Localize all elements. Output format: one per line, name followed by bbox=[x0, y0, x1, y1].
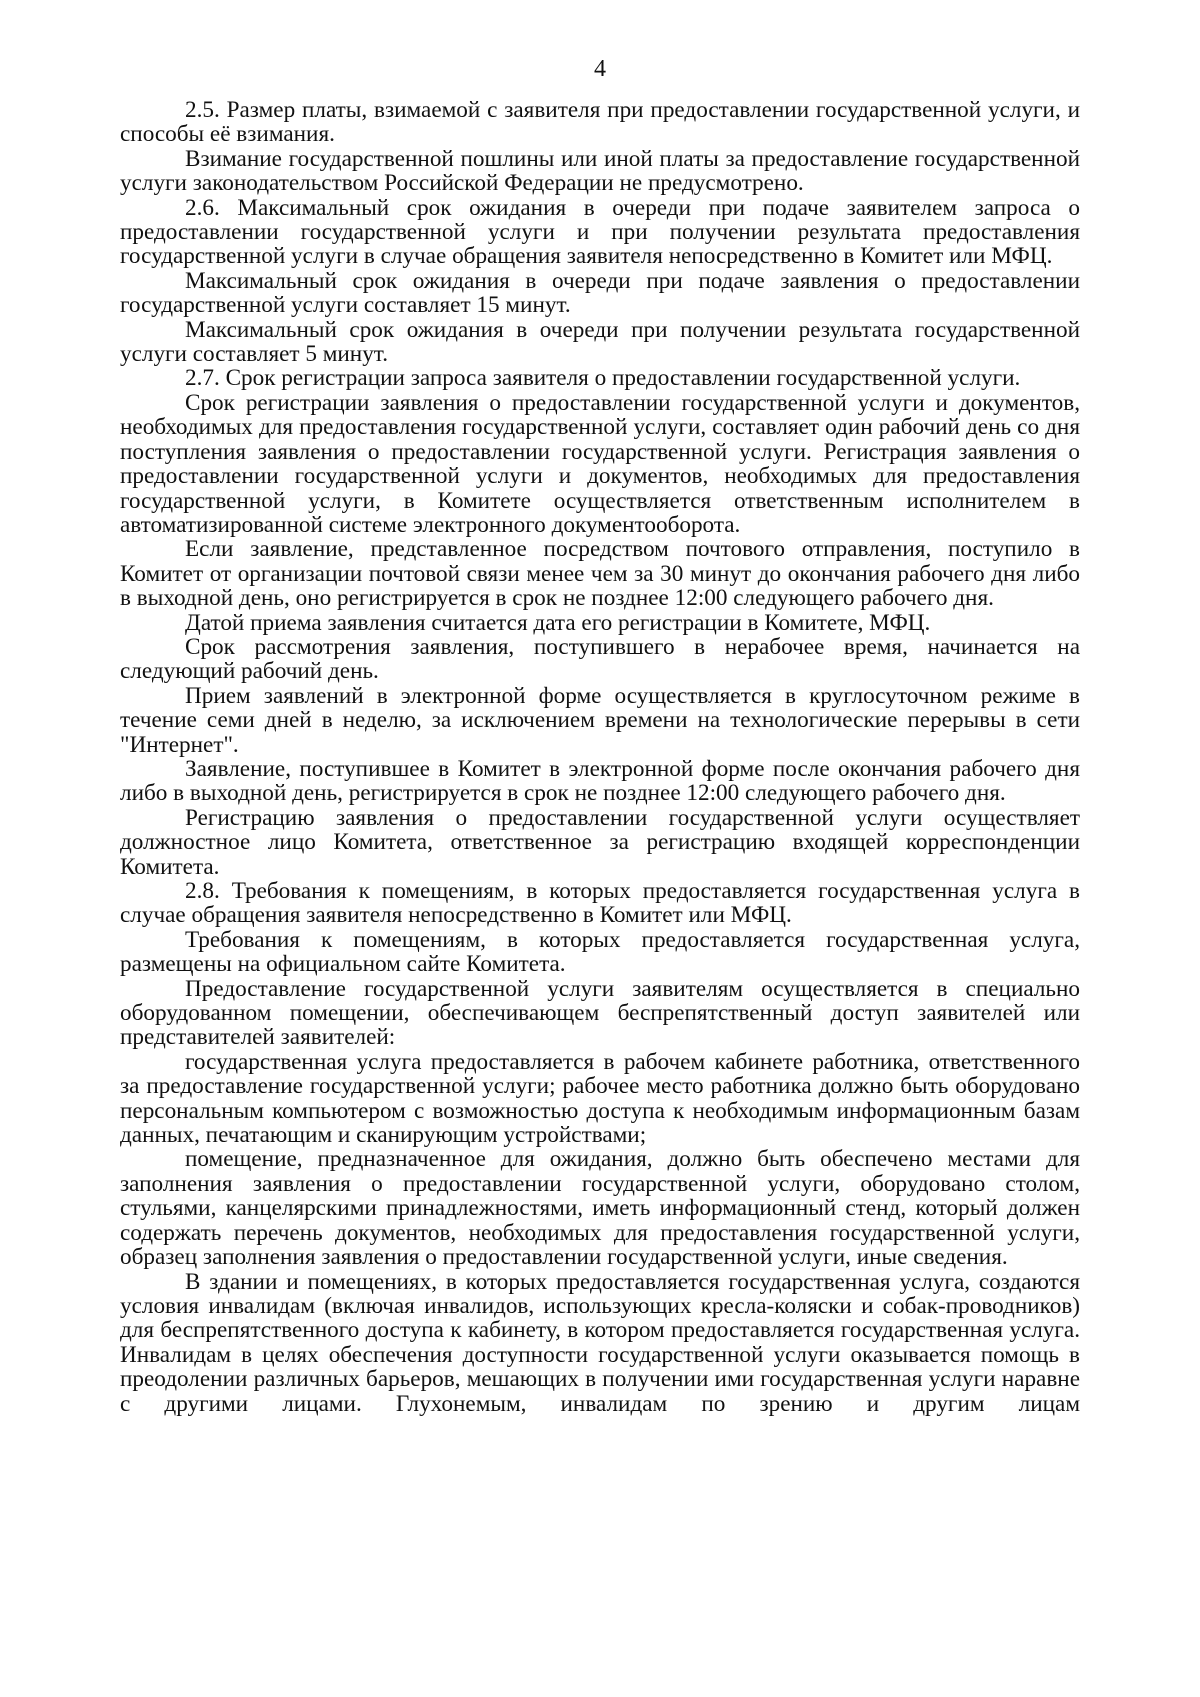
paragraph-registration-term: Срок регистрации заявления о предоставлении государственной услуги и документов, необходимых для предоставления государственной услуги, составляет один рабочий день со дня поступления заявления о предоставлении государственной услуги. Регистрация заявления о предоставлении государственной услуги и документов, необходимых для предоставления государственной услуги, в Комитете осуществляется ответственным исполнителем в автоматизированной системе электронного документооборота. bbox=[120, 389, 1080, 538]
paragraph-2-8-heading: 2.8. Требования к помещениям, в которых предоставляется государственная услуга в случае обращения заявителя непосредственно в Комитет или МФЦ. bbox=[120, 878, 1080, 929]
paragraph-receipt-date: Датой приема заявления считается дата его регистрации в Комитете, МФЦ. bbox=[185, 609, 931, 636]
paragraph-wait-submit: Максимальный срок ожидания в очереди при подаче заявления о предоставлении государственной услуги составляет 15 минут. bbox=[120, 267, 1080, 319]
paragraph-electronic-after-hours: Заявление, поступившее в Комитет в электронной форме после окончания рабочего дня либо в выходной день, регистрируется в срок не позднее 12:00 следующего рабочего дня. bbox=[120, 755, 1080, 807]
paragraph-premises-requirements: Требования к помещениям, в которых предоставляется государственная услуга, размещены на официальном сайте Комитета. bbox=[120, 926, 1080, 978]
paragraph-wait-result: Максимальный срок ожидания в очереди при получении результата государственной услуги составляет 5 минут. bbox=[120, 316, 1080, 368]
paragraph-accessibility: В здании и помещениях, в которых предоставляется государственная услуга, создаются условия инвалидам (включая инвалидов, использующих кресла-коляски и собак-проводников) для беспрепятственного доступа к кабинету, в котором предоставляется государственная услуга. Инвалидам в целях обеспечения доступности государственной услуги оказывается помощь в преодолении различных барьеров, мешающих в получении ими государственная услуги наравне с другими лицами. Глухонемым, инвалидам по зрению и другим лицам bbox=[120, 1268, 1080, 1417]
paragraph-registration-official: Регистрацию заявления о предоставлении государственной услуги осуществляет должностное лицо Комитета, ответственное за регистрацию входящей корреспонденции Комитета. bbox=[120, 804, 1080, 880]
paragraph-fee: Взимание государственной пошлины или иной платы за предоставление государственной услуги законодательством Российской Федерации не предусмотрено. bbox=[120, 145, 1080, 197]
paragraph-postal: Если заявление, представленное посредством почтового отправления, поступило в Комитет от организации почтовой связи менее чем за 30 минут до окончания рабочего дня либо в выходной день, оно регистрируется в срок не позднее 12:00 следующего рабочего дня. bbox=[120, 536, 1080, 612]
paragraph-waiting-area: помещение, предназначенное для ожидания, должно быть обеспечено местами для заполнения заявления о предоставлении государственной услуги, оборудовано столом, стульями, канцелярскими принадлежностями, иметь информационный стенд, который должен содержать перечень документов, необходимых для предоставления государственной услуги, образец заполнения заявления о предоставлении государственной услуги, иные сведения. bbox=[120, 1146, 1080, 1271]
paragraph-2-6-heading: 2.6. Максимальный срок ожидания в очереди при подаче заявителем запроса о предоставлении государственной услуги и при получении результата предоставления государственной услуги в случае обращения заявителя непосредственно в Комитет или МФЦ. bbox=[120, 194, 1080, 270]
document-body bbox=[120, 98, 1080, 1416]
page-number: 4 bbox=[594, 56, 606, 82]
paragraph-workplace: государственная услуга предоставляется в рабочем кабинете работника, ответственного за предоставление государственной услуги; рабочее место работника должно быть оборудовано персональным компьютером с возможностью доступа к необходимым информационным базам данных, печатающим и сканирующим устройствами; bbox=[120, 1048, 1080, 1149]
paragraph-review-term: Срок рассмотрения заявления, поступившего в нерабочее время, начинается на следующий рабочий день. bbox=[120, 633, 1080, 685]
paragraph-premises-equipped: Предоставление государственной услуги заявителям осуществляется в специально оборудованном помещении, обеспечивающем беспрепятственный доступ заявителей или представителей заявителей: bbox=[120, 975, 1080, 1051]
paragraph-electronic-reception: Прием заявлений в электронной форме осуществляется в круглосуточном режиме в течение семи дней в неделю, за исключением времени на технологические перерывы в сети "Интернет". bbox=[120, 682, 1080, 758]
paragraph-2-7-heading: 2.7. Срок регистрации запроса заявителя о предоставлении государственной услуги. bbox=[185, 365, 1021, 392]
paragraph-2-5-heading: 2.5. Размер платы, взимаемой с заявителя при предоставлении государственной услуги, и способы её взимания. bbox=[120, 97, 1080, 148]
